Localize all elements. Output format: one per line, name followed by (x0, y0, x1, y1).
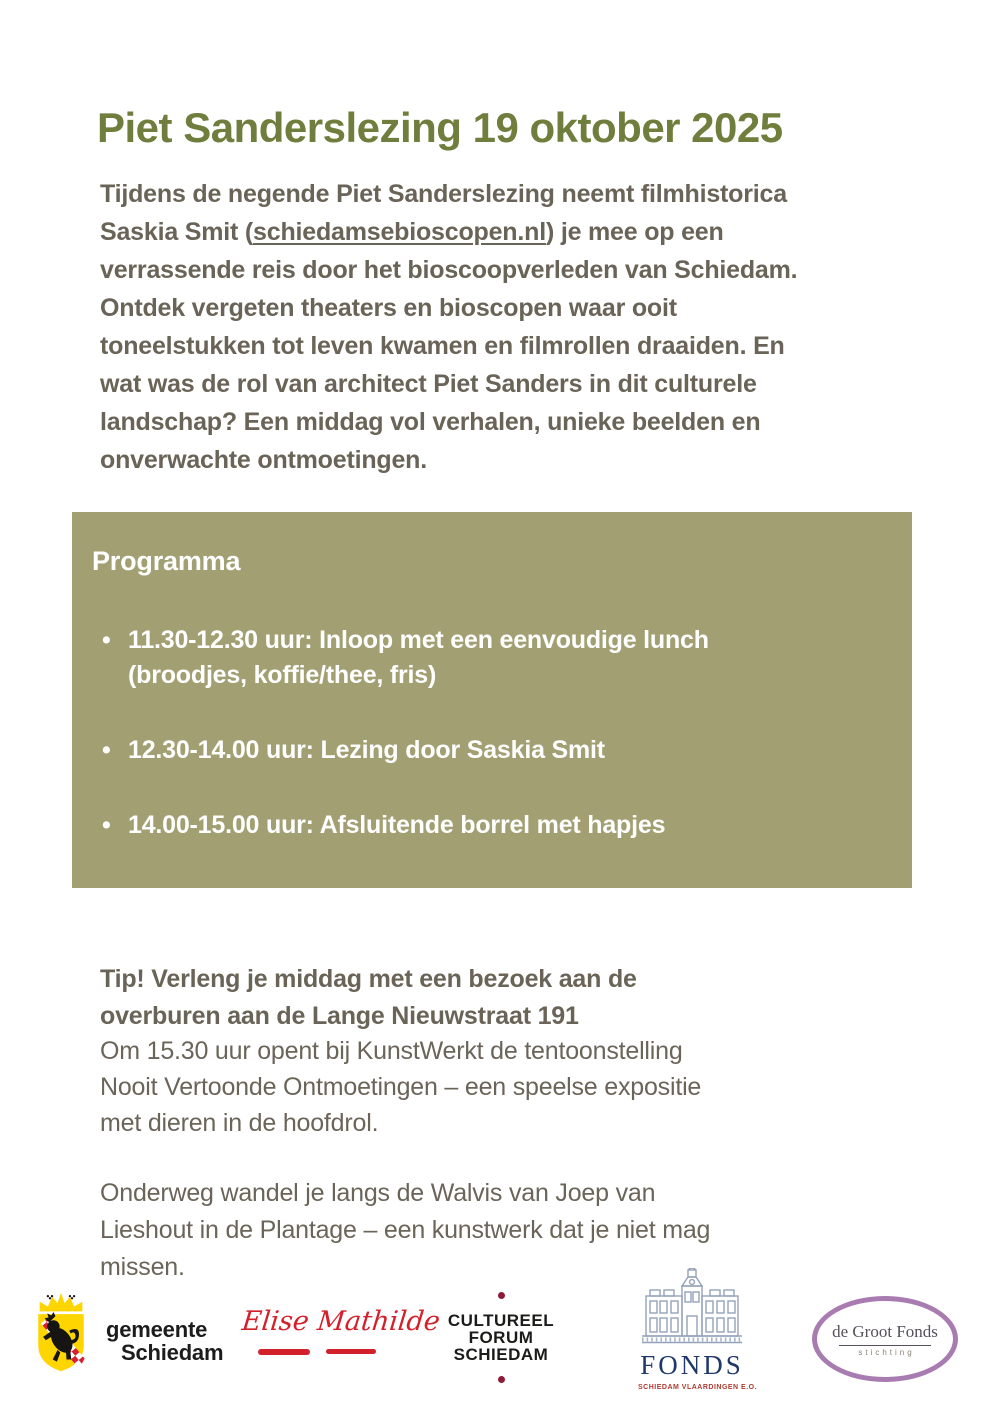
intro-text-before-link: Tijdens de negende Piet Sanderslezing neemt filmhistorica Saskia Smit ( (100, 180, 787, 246)
cultureel-forum-line3: SCHIEDAM (453, 1345, 549, 1364)
programma-item-lunch: • 11.30-12.30 uur: Inloop met een eenvoudige lunch (broodjes, koffie/thee, fris) (92, 623, 752, 693)
cultureel-forum-text (440, 1312, 562, 1363)
cultureel-forum-top-dot-icon (498, 1292, 505, 1299)
fonds-logo-name: FONDS (640, 1350, 744, 1380)
page-title: Piet Sanderslezing 19 oktober 2025 (97, 104, 783, 152)
tip-heading: Tip! Verleng je middag met een bezoek aan de overburen aan de Lange Nieuwstraat 191 (100, 965, 637, 1030)
logo-elise-mathilde (240, 1306, 442, 1355)
intro-paragraph (100, 175, 822, 479)
programma-heading: Programma (92, 546, 241, 576)
tip-body: Om 15.30 uur opent bij KunstWerkt de tentoonstelling Nooit Vertoonde Ontmoetingen – een speelse expositie met dieren in de hoofdrol. (100, 1037, 702, 1137)
schiedam-logo-line2: Schiedam (121, 1340, 224, 1365)
schiedam-logo-line1: gemeente (106, 1317, 208, 1342)
schiedam-logo-text (106, 1318, 223, 1382)
programma-item-lezing: • 12.30-14.00 uur: Lezing door Saskia Smit (92, 733, 752, 768)
intro-text-after-link: ) je mee op een verrassende reis door het bioscoopverleden van Schiedam. Ontdek vergeten theaters en bioscopen waar ooit toneelstukken tot leven kwamen en filmrollen draaiden. En wat was de rol van architect Piet Sanders in dit culturele landschap? Een middag vol verhalen, unieke beelden en onverwachte ontmoetingen. (100, 218, 798, 474)
programma-list (92, 623, 752, 843)
logo-de-groot-fonds (812, 1296, 958, 1382)
elise-mathilde-underline-icon (242, 1349, 407, 1355)
de-groot-fonds-divider (839, 1345, 931, 1346)
elise-mathilde-script: Elise Mathilde (240, 1306, 442, 1337)
de-groot-fonds-subtitle: stichting (858, 1347, 915, 1357)
walk-note: Onderweg wandel je langs de Walvis van Joep van Lieshout in de Plantage – een kunstwerk dat je niet mag missen. (100, 1179, 711, 1281)
logo-fonds (638, 1268, 758, 1391)
fonds-logo-subtitle: SCHIEDAM VLAARDINGEN E.O. (638, 1384, 758, 1391)
logo-cultureel-forum (440, 1292, 562, 1383)
fonds-building-icon (640, 1268, 744, 1344)
cultureel-forum-line2: FORUM (468, 1328, 534, 1347)
programma-box (72, 512, 912, 888)
cultureel-forum-line1: CULTUREEL (447, 1311, 555, 1330)
schiedamsebioscopen-link[interactable]: schiedamsebioscopen.nl (253, 218, 546, 246)
logo-gemeente-schiedam (30, 1282, 223, 1382)
programma-item-borrel: • 14.00-15.00 uur: Afsluitende borrel met hapjes (92, 808, 752, 843)
de-groot-fonds-name: de Groot Fonds (832, 1321, 938, 1341)
cultureel-forum-bottom-dot-icon (498, 1376, 505, 1383)
schiedam-coat-of-arms-icon (30, 1282, 92, 1382)
